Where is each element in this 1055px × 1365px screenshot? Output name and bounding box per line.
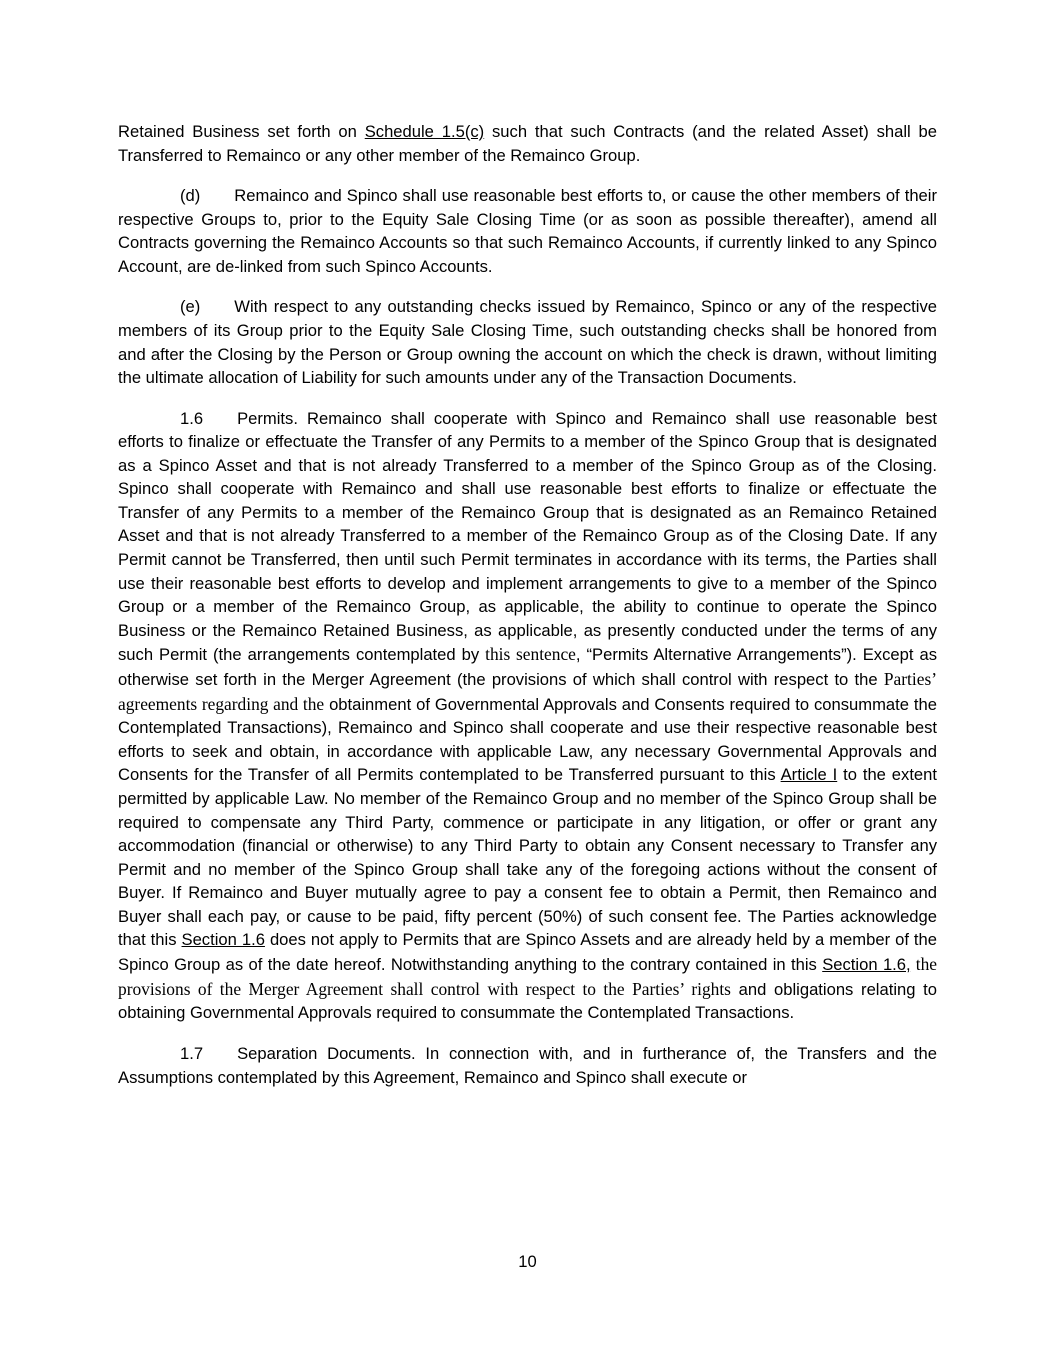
cross-reference: Section 1.6 xyxy=(181,930,265,950)
label-gap xyxy=(200,184,234,208)
text-run: Retained Business set forth on xyxy=(118,122,365,141)
text-run: the provisions of the Merger Agreement shall control with respect to the Parties’ rights xyxy=(118,953,937,999)
text-run: , “Permits Alternative Arrangements”). Except as otherwise set forth in the Merger Agreement (the provisions of which shall control with respect to the xyxy=(118,645,937,689)
text-run: does not apply to Permits that are Spinco Assets and are already held by a member of the Spinco Group as of the date hereof. Notwithstanding anything to the contrary contained in this xyxy=(118,930,938,974)
paragraph-section-1-6 xyxy=(118,407,937,1025)
label-gap xyxy=(203,407,237,431)
paragraph-section-1-7 xyxy=(118,1042,937,1089)
label-gap xyxy=(200,295,234,319)
page-number: 10 xyxy=(518,1252,537,1271)
text-run: to the extent permitted by applicable Law. No member of the Remainco Group and no member of the Spinco Group shall be required to compensate any Third Party, commence or participate in any litigation, or offer or grant any accommodation (financial or otherwise) to any Third Party to obtain any Consent necessary to Transfer any Permit and no member of the Spinco Group shall take any of the foregoing actions without the consent of Buyer. If Remainco and Buyer mutually agree to pay a consent fee to obtain a Permit, then Remainco and Buyer shall each pay, or cause to be paid, fifty percent (50%) of such consent fee. The Parties acknowledge that this xyxy=(118,765,937,950)
label-gap xyxy=(203,1042,237,1066)
text-run: obtainment of Governmental Approvals and Consents required to consummate the Contemplated Transactions), Remainco and Spinco shall cooperate and use their respective reasonable best efforts to seek and obtain, in accordance with applicable Law, any necessary Governmental Approvals and Consents for the Transfer of all Permits contemplated to be Transferred pursuant to this xyxy=(118,694,937,785)
text-run: Remainco shall cooperate with Spinco and Remainco shall use reasonable best efforts to finalize or effectuate the Transfer of any Permits to a member of the Spinco Group that is designated as a Spinco Asset and that is not already Transferred to a member of the Spinco Group as of the Closing. Spinco shall cooperate with Remainco and shall use reasonable best efforts to finalize or effectuate the Transfer of any Permits to a member of the Remainco Group that is designated as an Remainco Retained Asset and that is not already Transferred to a member of the Remainco Group as of the Closing Date. If any Permit cannot be Transferred, then until such Permit terminates in accordance with its terms, the Parties shall use their reasonable best efforts to develop and implement arrangements to give to a member of the Spinco Group or a member of the Remainco Group, as applicable, the ability to continue to operate the Spinco Business or the Remainco Retained Business, as applicable, as presently conducted under the terms of any such Permit (the arrangements contemplated by xyxy=(118,408,937,665)
paragraph-d xyxy=(118,184,937,278)
text-run: Parties’ agreements regarding and the xyxy=(118,668,937,714)
text-run: this sentence xyxy=(485,644,576,665)
text-run: Permits. xyxy=(237,408,298,428)
cross-reference: Article I xyxy=(780,765,838,785)
text-run: 1.6 xyxy=(180,408,204,428)
text-run: (e) xyxy=(180,297,201,317)
text-run: Separation Documents. xyxy=(237,1043,416,1063)
text-run: (d) xyxy=(180,186,201,206)
text-run: With respect to any outstanding checks issued by Remainco, Spinco or any of the respective members of its Group prior to the Equity Sale Closing Time, such outstanding checks shall be honored from and after the Closing by the Person or Group owning the account on which the check is drawn, without limiting the ultimate allocation of Liability for such amounts under any of the Transaction Documents. xyxy=(118,297,937,388)
paragraph-continuation xyxy=(118,120,937,167)
cross-reference: Section 1.6, xyxy=(822,954,911,974)
cross-reference: Schedule 1.5(c) xyxy=(364,122,485,141)
text-run: In connection with, and in furtherance of, the Transfers and the Assumptions contemplated by this Agreement, Remainco and Spinco shall execute or xyxy=(118,1043,937,1087)
text-run: and obligations relating to obtaining Governmental Approvals required to consummate the Contemplated Transactions. xyxy=(118,979,937,1023)
text-run: such that such Contracts (and the related Asset) shall be Transferred to Remainco or any other member of the Remainco Group. xyxy=(118,122,937,165)
paragraph-e xyxy=(118,295,937,389)
text-run: 1.7 xyxy=(180,1043,204,1063)
text-run: Remainco and Spinco shall use reasonable best efforts to, or cause the other members of their respective Groups to, prior to the Equity Sale Closing Time (or as soon as possible thereafter), amend all Contracts governing the Remainco Accounts so that such Remainco Accounts, if currently linked to any Spinco Account, are de-linked from such Spinco Accounts. xyxy=(118,186,937,276)
document-body xyxy=(118,120,937,1089)
